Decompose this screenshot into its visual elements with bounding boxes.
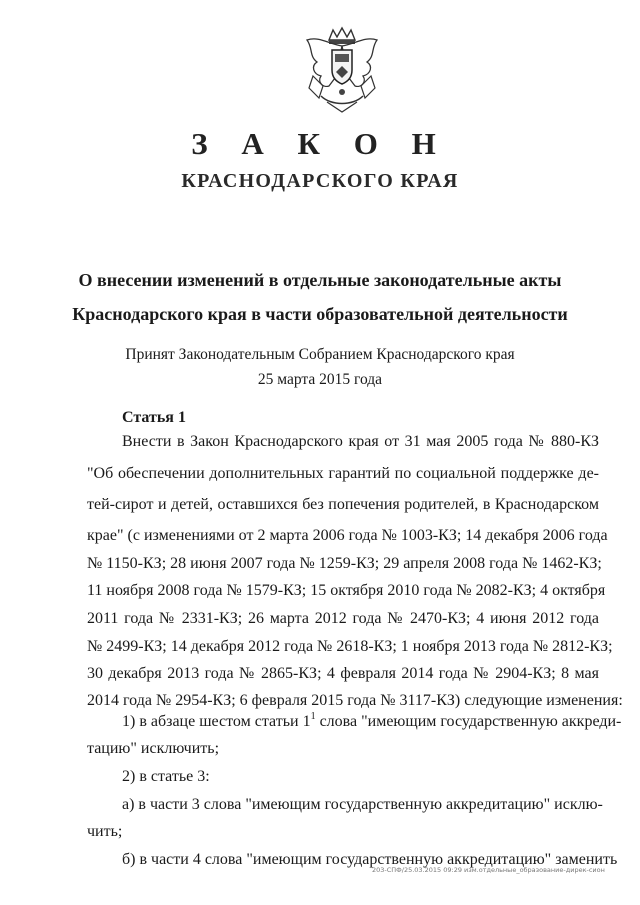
paragraph-line: № 2499-КЗ; 14 декабря 2012 года № 2618-КЗ; 1 ноября 2013 года № 2812-КЗ; [87,638,613,655]
item-1-line-2: тацию" исключить; [87,740,220,757]
paragraph-line: "Об обеспечении дополнительных гарантий по социальной поддержке де- [87,465,599,482]
adoption-note [0,342,640,392]
subject-line: Краснодарского края в части образовательной деятельности [72,304,568,324]
paragraph-line: Внести в Закон Краснодарского края от 31 мая 2005 года № 880-КЗ [122,433,599,450]
item-1-text-cont: слова "имеющим государственную аккреди- [315,713,622,730]
law-title: З А К О Н [191,126,449,161]
item-2b-line: б) в части 4 слова "имеющим государственную аккредитацию" заменить [122,851,618,868]
law-subject [0,263,640,331]
article-heading: Статья 1 [122,409,186,426]
paragraph-line: крае" (с изменениями от 2 марта 2006 года № 1003-КЗ; 14 декабря 2006 года [87,527,608,544]
adoption-line: Принят Законодательным Собранием Краснодарского края [125,346,515,363]
item-1-line [122,711,622,733]
paragraph-line: 2014 года № 2954-КЗ; 6 февраля 2015 года № 3117-КЗ) следующие изменения: [87,692,623,709]
paragraph-line: 30 декабря 2013 года № 2865-КЗ; 4 февраля 2014 года № 2904-КЗ; 8 мая [87,665,599,682]
footer-stamp: 203-СПФ/25.03.2015 09:29 изм.отдельные_образование-дирек-сион [372,866,605,874]
coat-of-arms-emblem [299,26,385,114]
paragraph-line: 2011 года № 2331-КЗ; 26 марта 2012 года № 2470-КЗ; 4 июня 2012 года [87,610,599,627]
law-region: КРАСНОДАРСКОГО КРАЯ [181,170,459,192]
item-2a-line: а) в части 3 слова "имеющим государственную аккредитацию" исклю- [122,796,603,813]
item-1-text: 1) в абзаце шестом статьи 1 [122,713,311,730]
paragraph-line: 11 ноября 2008 года № 1579-КЗ; 15 октября 2010 года № 2082-КЗ; 4 октября [87,582,606,599]
paragraph-line: № 1150-КЗ; 28 июня 2007 года № 1259-КЗ; 29 апреля 2008 года № 1462-КЗ; [87,555,602,572]
item-1-superscript: 1 [310,711,316,722]
adoption-date: 25 марта 2015 года [257,371,383,388]
subject-line: О внесении изменений в отдельные законодательные акты [78,270,562,290]
item-2-line: 2) в статье 3: [122,768,210,785]
item-2a-line-2: чить; [87,823,123,840]
paragraph-line: тей-сирот и детей, оставшихся без попечения родителей, в Краснодарском [87,496,599,513]
